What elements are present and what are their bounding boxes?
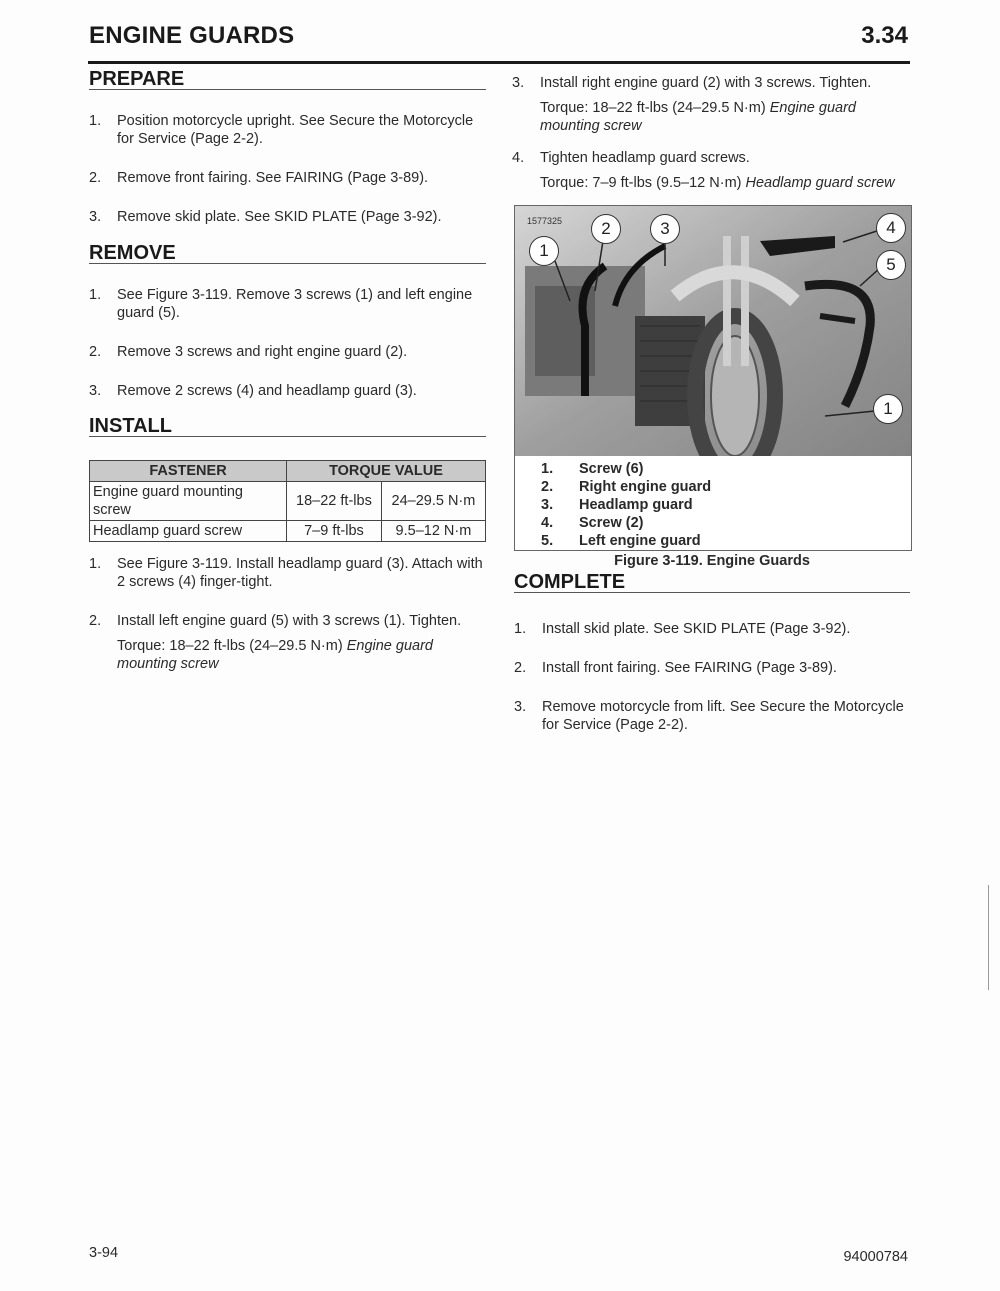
step-text: Remove 2 screws (4) and headlamp guard (3). — [117, 383, 417, 399]
legend-value: Screw (6) — [579, 461, 644, 477]
photo-id-label: 1577325 — [527, 216, 563, 226]
step-number: 3. — [512, 75, 525, 91]
prepare-steps — [89, 112, 486, 226]
table-header-torque: TORQUE VALUE — [287, 461, 486, 482]
list-item — [514, 698, 910, 734]
list-item — [89, 208, 486, 226]
torque-spec — [117, 637, 486, 673]
complete-section — [514, 573, 910, 755]
step-number: 3. — [514, 699, 527, 715]
left-column — [89, 70, 486, 694]
torque-spec — [540, 174, 910, 192]
table-cell: 24–29.5 N·m — [381, 482, 485, 521]
legend-key: 4. — [541, 515, 554, 531]
table-row — [90, 482, 486, 521]
legend-value: Right engine guard — [579, 479, 712, 495]
torque-value: Torque: 7–9 ft-lbs (9.5–12 N·m) — [540, 175, 746, 191]
step-number: 1. — [89, 556, 102, 572]
remove-steps — [89, 286, 486, 400]
legend-row — [541, 496, 711, 514]
step-text: Tighten headlamp guard screws. — [540, 150, 750, 166]
callout-4: 4 — [876, 213, 906, 243]
callout-2: 2 — [591, 214, 621, 244]
motorcycle-illustration — [515, 206, 911, 456]
step-number: 2. — [514, 660, 527, 676]
table-header-fastener: FASTENER — [90, 461, 287, 482]
legend-row — [541, 460, 711, 478]
legend-key: 3. — [541, 497, 554, 513]
callout-3: 3 — [650, 214, 680, 244]
step-text: Install skid plate. See SKID PLATE (Page 3-92). — [542, 621, 851, 637]
legend-key: 5. — [541, 533, 554, 549]
legend-row — [541, 532, 711, 550]
step-text: Install front fairing. See FAIRING (Page 3-89). — [542, 660, 837, 676]
step-text: See Figure 3-119. Remove 3 screws (1) and left engine guard (5). — [117, 287, 473, 321]
list-item — [89, 382, 486, 400]
torque-table — [89, 460, 486, 542]
install-steps-continued — [512, 74, 910, 192]
step-text: Remove motorcycle from lift. See Secure the Motorcycle for Service (Page 2-2). — [542, 699, 904, 733]
header-rule — [88, 61, 910, 64]
table-cell: Engine guard mounting screw — [90, 482, 287, 521]
legend-row — [541, 478, 711, 496]
legend-row — [541, 514, 711, 532]
callout-1-lower: 1 — [873, 394, 903, 424]
engine-guards-photo — [515, 206, 911, 456]
torque-name: Engine guard mounting screw — [117, 638, 433, 672]
step-text: Install left engine guard (5) with 3 screws (1). Tighten. — [117, 613, 462, 629]
step-number: 1. — [89, 287, 102, 303]
torque-spec — [540, 99, 910, 135]
prepare-heading: PREPARE — [89, 70, 486, 90]
table-cell: 7–9 ft-lbs — [287, 521, 382, 542]
step-number: 3. — [89, 209, 102, 225]
step-text: Remove front fairing. See FAIRING (Page 3-89). — [117, 170, 429, 186]
legend-value: Screw (2) — [579, 515, 644, 531]
complete-heading: COMPLETE — [514, 573, 910, 593]
install-heading: INSTALL — [89, 417, 486, 437]
remove-heading: REMOVE — [89, 244, 486, 264]
list-item — [514, 620, 910, 638]
list-item — [514, 659, 910, 677]
right-column — [512, 74, 910, 213]
torque-value: Torque: 18–22 ft-lbs (24–29.5 N·m) — [117, 638, 347, 654]
list-item — [512, 74, 910, 135]
step-number: 4. — [512, 150, 525, 166]
step-text: Install right engine guard (2) with 3 screws. Tighten. — [540, 75, 872, 91]
callout-5: 5 — [876, 250, 906, 280]
section-number: 3.34 — [861, 22, 908, 49]
list-item — [89, 286, 486, 322]
figure-legend — [541, 460, 711, 550]
install-steps — [89, 555, 486, 673]
margin-mark — [988, 885, 989, 990]
torque-value: Torque: 18–22 ft-lbs (24–29.5 N·m) — [540, 100, 770, 116]
list-item — [512, 149, 910, 192]
step-number: 3. — [89, 383, 102, 399]
document-number: 94000784 — [843, 1249, 908, 1265]
list-item — [89, 555, 486, 591]
table-cell: 18–22 ft-lbs — [287, 482, 382, 521]
table-row — [90, 521, 486, 542]
list-item — [89, 612, 486, 673]
complete-steps — [514, 620, 910, 734]
list-item — [89, 169, 486, 187]
step-text: Remove skid plate. See SKID PLATE (Page 3-92). — [117, 209, 442, 225]
legend-key: 2. — [541, 479, 554, 495]
figure-box — [514, 205, 912, 551]
page-number: 3-94 — [89, 1245, 119, 1261]
step-text: Remove 3 screws and right engine guard (2). — [117, 344, 408, 360]
torque-name: Engine guard mounting screw — [540, 100, 856, 134]
step-number: 2. — [89, 344, 102, 360]
list-item — [89, 343, 486, 361]
list-item — [89, 112, 486, 148]
page-title: ENGINE GUARDS — [89, 22, 295, 49]
step-number: 1. — [514, 621, 527, 637]
torque-name: Headlamp guard screw — [745, 175, 895, 191]
step-text: See Figure 3-119. Install headlamp guard (3). Attach with 2 screws (4) finger-tight. — [117, 556, 483, 590]
callout-1: 1 — [529, 236, 559, 266]
step-text: Position motorcycle upright. See Secure the Motorcycle for Service (Page 2-2). — [117, 113, 474, 147]
step-number: 2. — [89, 613, 102, 629]
legend-key: 1. — [541, 461, 554, 477]
table-cell: 9.5–12 N·m — [381, 521, 485, 542]
figure-caption: Figure 3-119. Engine Guards — [614, 553, 810, 569]
step-number: 2. — [89, 170, 102, 186]
step-number: 1. — [89, 113, 102, 129]
legend-value: Left engine guard — [579, 533, 701, 549]
legend-value: Headlamp guard — [579, 497, 693, 513]
table-cell: Headlamp guard screw — [90, 521, 287, 542]
